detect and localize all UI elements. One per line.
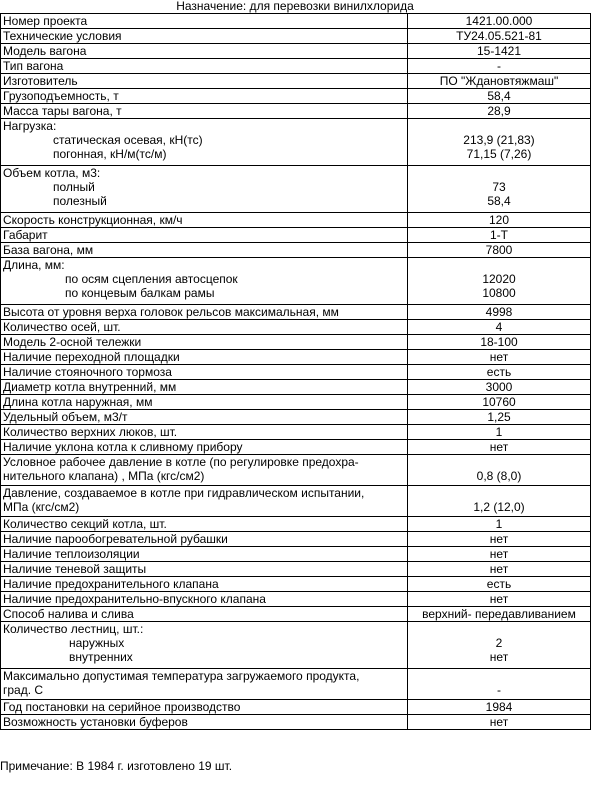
table-row [1, 119, 591, 166]
row-label: Масса тары вагона, т [1, 104, 408, 119]
row-value: 120 [408, 213, 591, 228]
row-label: Модель вагона [1, 44, 408, 59]
row-value: нет [408, 592, 591, 607]
table-row [1, 59, 591, 74]
footnote: Примечание: В 1984 г. изготовлено 19 шт. [0, 759, 233, 773]
row-label: Наличие предохранительно-впускного клапана [1, 592, 408, 607]
row-value: 1,2 (12,0) [473, 500, 525, 514]
table-row [1, 486, 591, 517]
row-value: нет [408, 562, 591, 577]
row-value-group [408, 486, 591, 517]
table-row [1, 577, 591, 592]
table-row [1, 350, 591, 365]
table-row [1, 104, 591, 119]
table-row [1, 14, 591, 29]
table-row [1, 380, 591, 395]
row-value: нет [408, 715, 591, 730]
row-label: Наличие стояночного тормоза [1, 365, 408, 380]
table-row [1, 365, 591, 380]
table-row [1, 44, 591, 59]
row-label-group [1, 166, 408, 213]
row-value: 1-Т [408, 228, 591, 243]
sub-label: по концевым балкам рамы [65, 286, 215, 300]
table-row [1, 29, 591, 44]
row-label: База вагона, мм [1, 243, 408, 258]
row-value: 18-100 [408, 335, 591, 350]
row-label: Длина котла наружная, мм [1, 395, 408, 410]
label-line: Максимально допустимая температура загружаемого продукта, [3, 669, 360, 683]
row-label-group [1, 486, 408, 517]
row-label: Наличие парообогревательной рубашки [1, 532, 408, 547]
row-label: Количество секций котла, шт. [1, 517, 408, 532]
sub-label: полезный [53, 194, 107, 208]
row-label: Наличие теневой защиты [1, 562, 408, 577]
table-row [1, 89, 591, 104]
label-line: МПа (кгс/см2) [3, 500, 80, 514]
table-row [1, 607, 591, 622]
group-label: Нагрузка: [3, 119, 57, 133]
row-value-group [408, 119, 591, 166]
sub-value: 12020 [482, 272, 516, 286]
table-row [1, 700, 591, 715]
sub-value: 58,4 [487, 194, 511, 208]
sub-label: по осям сцепления автосцепок [65, 272, 238, 286]
row-value: нет [408, 350, 591, 365]
row-label-group [1, 622, 408, 669]
table-row [1, 622, 591, 669]
row-label: Наличие уклона котла к сливному прибору [1, 440, 408, 455]
sub-label: статическая осевая, кН(тс) [53, 133, 203, 147]
row-label: Количество осей, шт. [1, 320, 408, 335]
row-value: есть [408, 365, 591, 380]
label-line: град. С [3, 683, 44, 697]
table-row [1, 517, 591, 532]
row-label-group [1, 455, 408, 486]
row-label: Изготовитель [1, 74, 408, 89]
row-value: 7800 [408, 243, 591, 258]
row-label: Диаметр котла внутренний, мм [1, 380, 408, 395]
row-value: нет [408, 532, 591, 547]
table-row [1, 335, 591, 350]
table-row [1, 213, 591, 228]
table-row [1, 395, 591, 410]
row-label: Номер проекта [1, 14, 408, 29]
row-label: Габарит [1, 228, 408, 243]
row-label: Возможность установки буферов [1, 715, 408, 730]
group-label: Длина, мм: [3, 258, 65, 272]
table-row [1, 243, 591, 258]
label-line: Давление, создаваемое в котле при гидравлическом испытании, [3, 486, 365, 500]
row-value: - [497, 683, 501, 697]
group-label: Объем котла, м3: [3, 166, 101, 180]
row-label-group [1, 669, 408, 700]
row-value: - [408, 59, 591, 74]
row-value: есть [408, 577, 591, 592]
table-row [1, 320, 591, 335]
row-value: ТУ24.05.521-81 [408, 29, 591, 44]
row-label: Год постановки на серийное производство [1, 700, 408, 715]
sub-value: 2 [495, 636, 503, 650]
row-value-group [408, 622, 591, 669]
table-row [1, 562, 591, 577]
row-label-group [1, 258, 408, 305]
row-label: Грузоподъемность, т [1, 89, 408, 104]
table-row [1, 410, 591, 425]
row-label: Высота от уровня верха головок рельсов максимальная, мм [1, 305, 408, 320]
row-label: Наличие переходной площадки [1, 350, 408, 365]
sub-label: наружных [69, 636, 125, 650]
row-value: 0,8 (8,0) [476, 469, 522, 483]
row-value: нет [408, 440, 591, 455]
row-value: 28,9 [408, 104, 591, 119]
row-value: 1,25 [408, 410, 591, 425]
row-value: верхний- передавливанием [408, 607, 591, 622]
sub-label: внутренних [69, 650, 133, 664]
sub-value: нет [489, 650, 509, 664]
row-label: Количество верхних люков, шт. [1, 425, 408, 440]
table-row [1, 305, 591, 320]
sub-value: 71,15 (7,26) [466, 147, 532, 161]
row-label: Тип вагона [1, 59, 408, 74]
row-label-group [1, 119, 408, 166]
sub-value: 73 [492, 180, 506, 194]
row-label: Технические условия [1, 29, 408, 44]
spec-table [0, 13, 591, 730]
row-value: 1 [408, 517, 591, 532]
group-label: Количество лестниц, шт.: [3, 622, 144, 636]
row-value-group [408, 258, 591, 305]
table-row [1, 74, 591, 89]
page-title: Назначение: для перевозки винилхлорида [176, 0, 414, 13]
table-row [1, 592, 591, 607]
row-label: Наличие теплоизоляции [1, 547, 408, 562]
table-row [1, 228, 591, 243]
row-label: Наличие предохранительного клапана [1, 577, 408, 592]
row-label: Способ налива и слива [1, 607, 408, 622]
table-row [1, 425, 591, 440]
table-row [1, 440, 591, 455]
row-value: 4998 [408, 305, 591, 320]
row-value: ПО "Ждановтяжмаш" [408, 74, 591, 89]
sub-label: погонная, кН/м(тс/м) [53, 147, 167, 161]
table-row [1, 547, 591, 562]
row-value: 1421.00.000 [408, 14, 591, 29]
row-value: 3000 [408, 380, 591, 395]
sub-value: 10800 [482, 286, 516, 300]
table-row [1, 166, 591, 213]
row-value: 1984 [408, 700, 591, 715]
row-value: 1 [408, 425, 591, 440]
row-value: 58,4 [408, 89, 591, 104]
label-line: нительного клапана) , МПа (кгс/см2) [3, 469, 205, 483]
row-value: 10760 [408, 395, 591, 410]
row-value: 4 [408, 320, 591, 335]
table-row [1, 715, 591, 730]
table-row [1, 532, 591, 547]
sub-label: полный [53, 180, 95, 194]
table-row [1, 669, 591, 700]
table-row [1, 258, 591, 305]
sub-value: 213,9 (21,83) [463, 133, 535, 147]
row-value-group [408, 669, 591, 700]
row-label: Удельный объем, м3/т [1, 410, 408, 425]
row-label: Модель 2-осной тележки [1, 335, 408, 350]
row-value: 15-1421 [408, 44, 591, 59]
label-line: Условное рабочее давление в котле (по регулировке предохра- [3, 455, 359, 469]
row-value-group [408, 166, 591, 213]
row-value-group [408, 455, 591, 486]
row-label: Скорость конструкционная, км/ч [1, 213, 408, 228]
table-row [1, 455, 591, 486]
row-value: нет [408, 547, 591, 562]
